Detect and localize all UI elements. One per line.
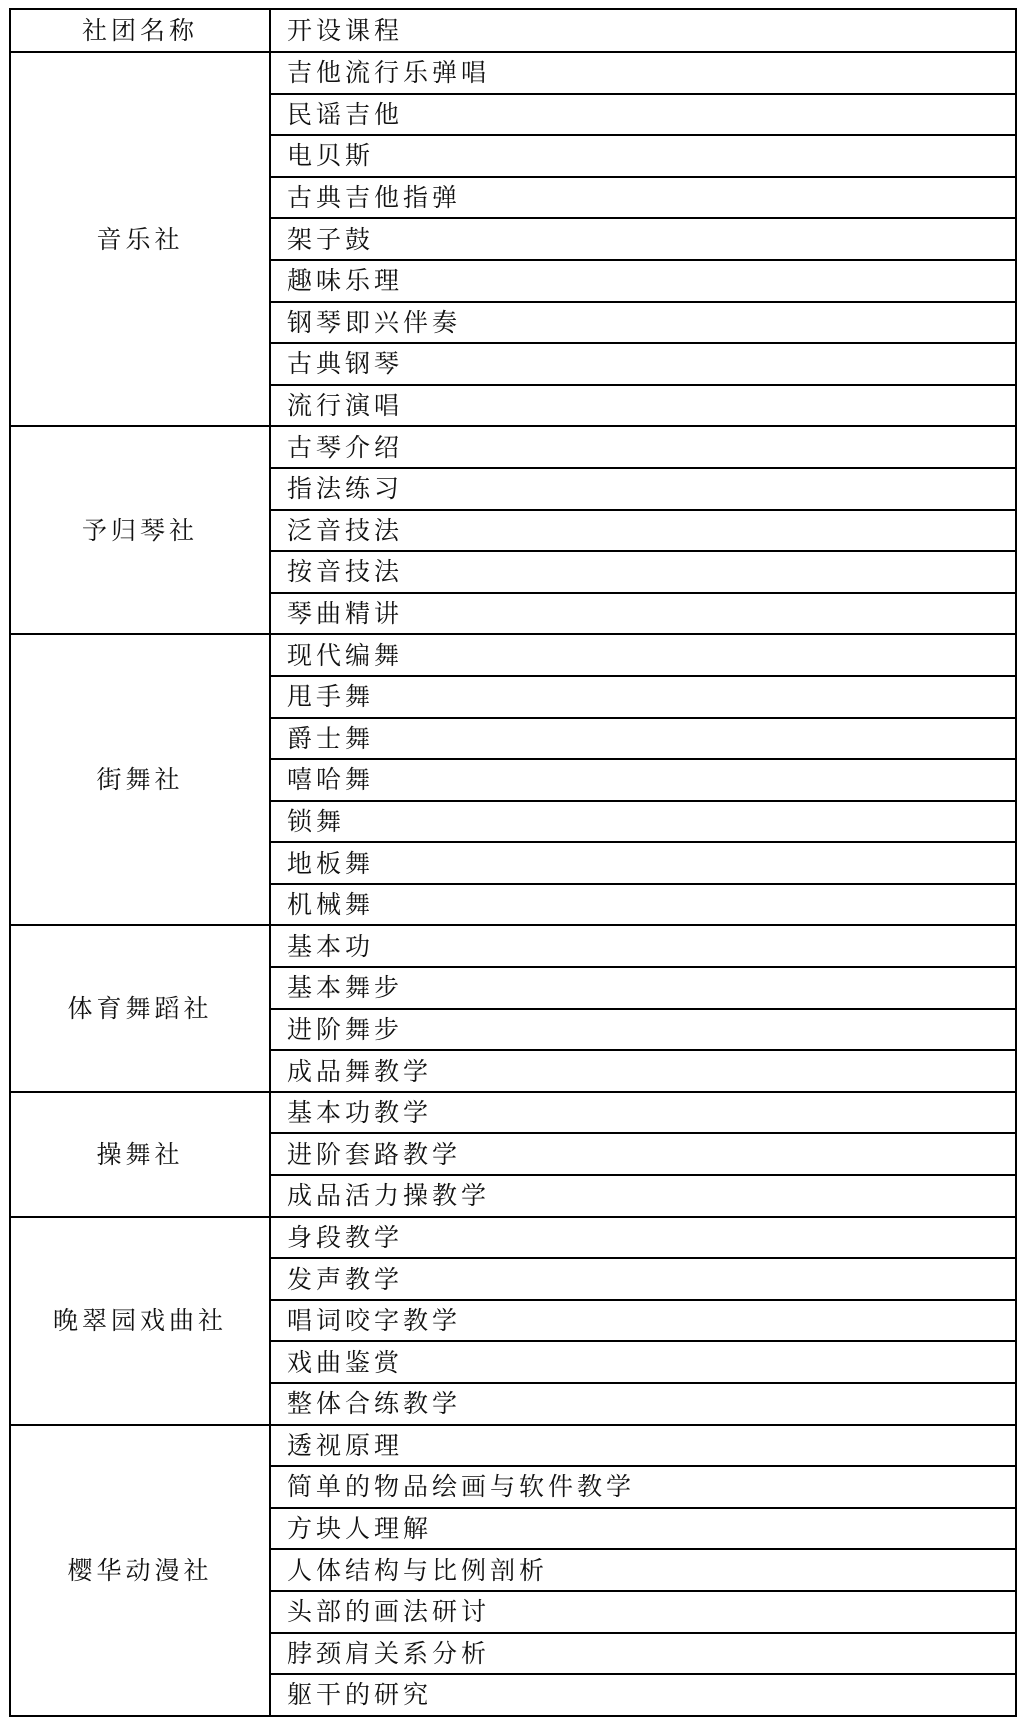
table-row [10, 925, 1016, 967]
course-cell: 电贝斯 [270, 135, 1016, 177]
course-cell: 爵士舞 [270, 718, 1016, 760]
course-cell: 发声教学 [270, 1258, 1016, 1300]
course-cell: 指法练习 [270, 468, 1016, 510]
course-cell: 现代编舞 [270, 634, 1016, 676]
club-course-table [9, 8, 1017, 1717]
course-cell: 架子鼓 [270, 218, 1016, 260]
course-cell: 流行演唱 [270, 385, 1016, 427]
course-cell: 锁舞 [270, 801, 1016, 843]
header-club-name: 社团名称 [10, 9, 270, 52]
table-row [10, 52, 1016, 94]
club-name-cell: 体育舞蹈社 [10, 925, 270, 1091]
header-row [10, 9, 1016, 52]
course-cell: 方块人理解 [270, 1508, 1016, 1550]
course-cell: 古琴介绍 [270, 426, 1016, 468]
course-cell: 成品活力操教学 [270, 1175, 1016, 1217]
course-cell: 整体合练教学 [270, 1383, 1016, 1425]
club-name-cell: 操舞社 [10, 1092, 270, 1217]
club-name-cell: 予归琴社 [10, 426, 270, 634]
course-cell: 民谣吉他 [270, 94, 1016, 136]
course-cell: 成品舞教学 [270, 1050, 1016, 1092]
course-cell: 基本舞步 [270, 967, 1016, 1009]
course-cell: 地板舞 [270, 842, 1016, 884]
course-cell: 躯干的研究 [270, 1674, 1016, 1716]
course-cell: 简单的物品绘画与软件教学 [270, 1466, 1016, 1508]
course-cell: 嘻哈舞 [270, 759, 1016, 801]
table-body [10, 9, 1016, 1716]
course-cell: 基本功 [270, 925, 1016, 967]
table-row [10, 1092, 1016, 1134]
course-cell: 身段教学 [270, 1217, 1016, 1259]
table-row [10, 426, 1016, 468]
course-cell: 泛音技法 [270, 510, 1016, 552]
club-name-cell: 音乐社 [10, 52, 270, 426]
course-cell: 甩手舞 [270, 676, 1016, 718]
course-cell: 唱词咬字教学 [270, 1300, 1016, 1342]
course-cell: 古典吉他指弹 [270, 177, 1016, 219]
club-name-cell: 晚翠园戏曲社 [10, 1217, 270, 1425]
course-cell: 脖颈肩关系分析 [270, 1633, 1016, 1675]
course-cell: 进阶套路教学 [270, 1133, 1016, 1175]
table-row [10, 1217, 1016, 1259]
course-cell: 机械舞 [270, 884, 1016, 926]
club-name-cell: 樱华动漫社 [10, 1425, 270, 1716]
course-cell: 透视原理 [270, 1425, 1016, 1467]
table-row [10, 634, 1016, 676]
table-row [10, 1425, 1016, 1467]
course-cell: 按音技法 [270, 551, 1016, 593]
course-cell: 古典钢琴 [270, 343, 1016, 385]
course-cell: 吉他流行乐弹唱 [270, 52, 1016, 94]
course-cell: 进阶舞步 [270, 1009, 1016, 1051]
course-cell: 琴曲精讲 [270, 593, 1016, 635]
club-name-cell: 街舞社 [10, 634, 270, 925]
course-cell: 人体结构与比例剖析 [270, 1549, 1016, 1591]
course-cell: 基本功教学 [270, 1092, 1016, 1134]
course-cell: 趣味乐理 [270, 260, 1016, 302]
course-cell: 钢琴即兴伴奏 [270, 302, 1016, 344]
course-cell: 戏曲鉴赏 [270, 1341, 1016, 1383]
course-cell: 头部的画法研讨 [270, 1591, 1016, 1633]
header-courses: 开设课程 [270, 9, 1016, 52]
